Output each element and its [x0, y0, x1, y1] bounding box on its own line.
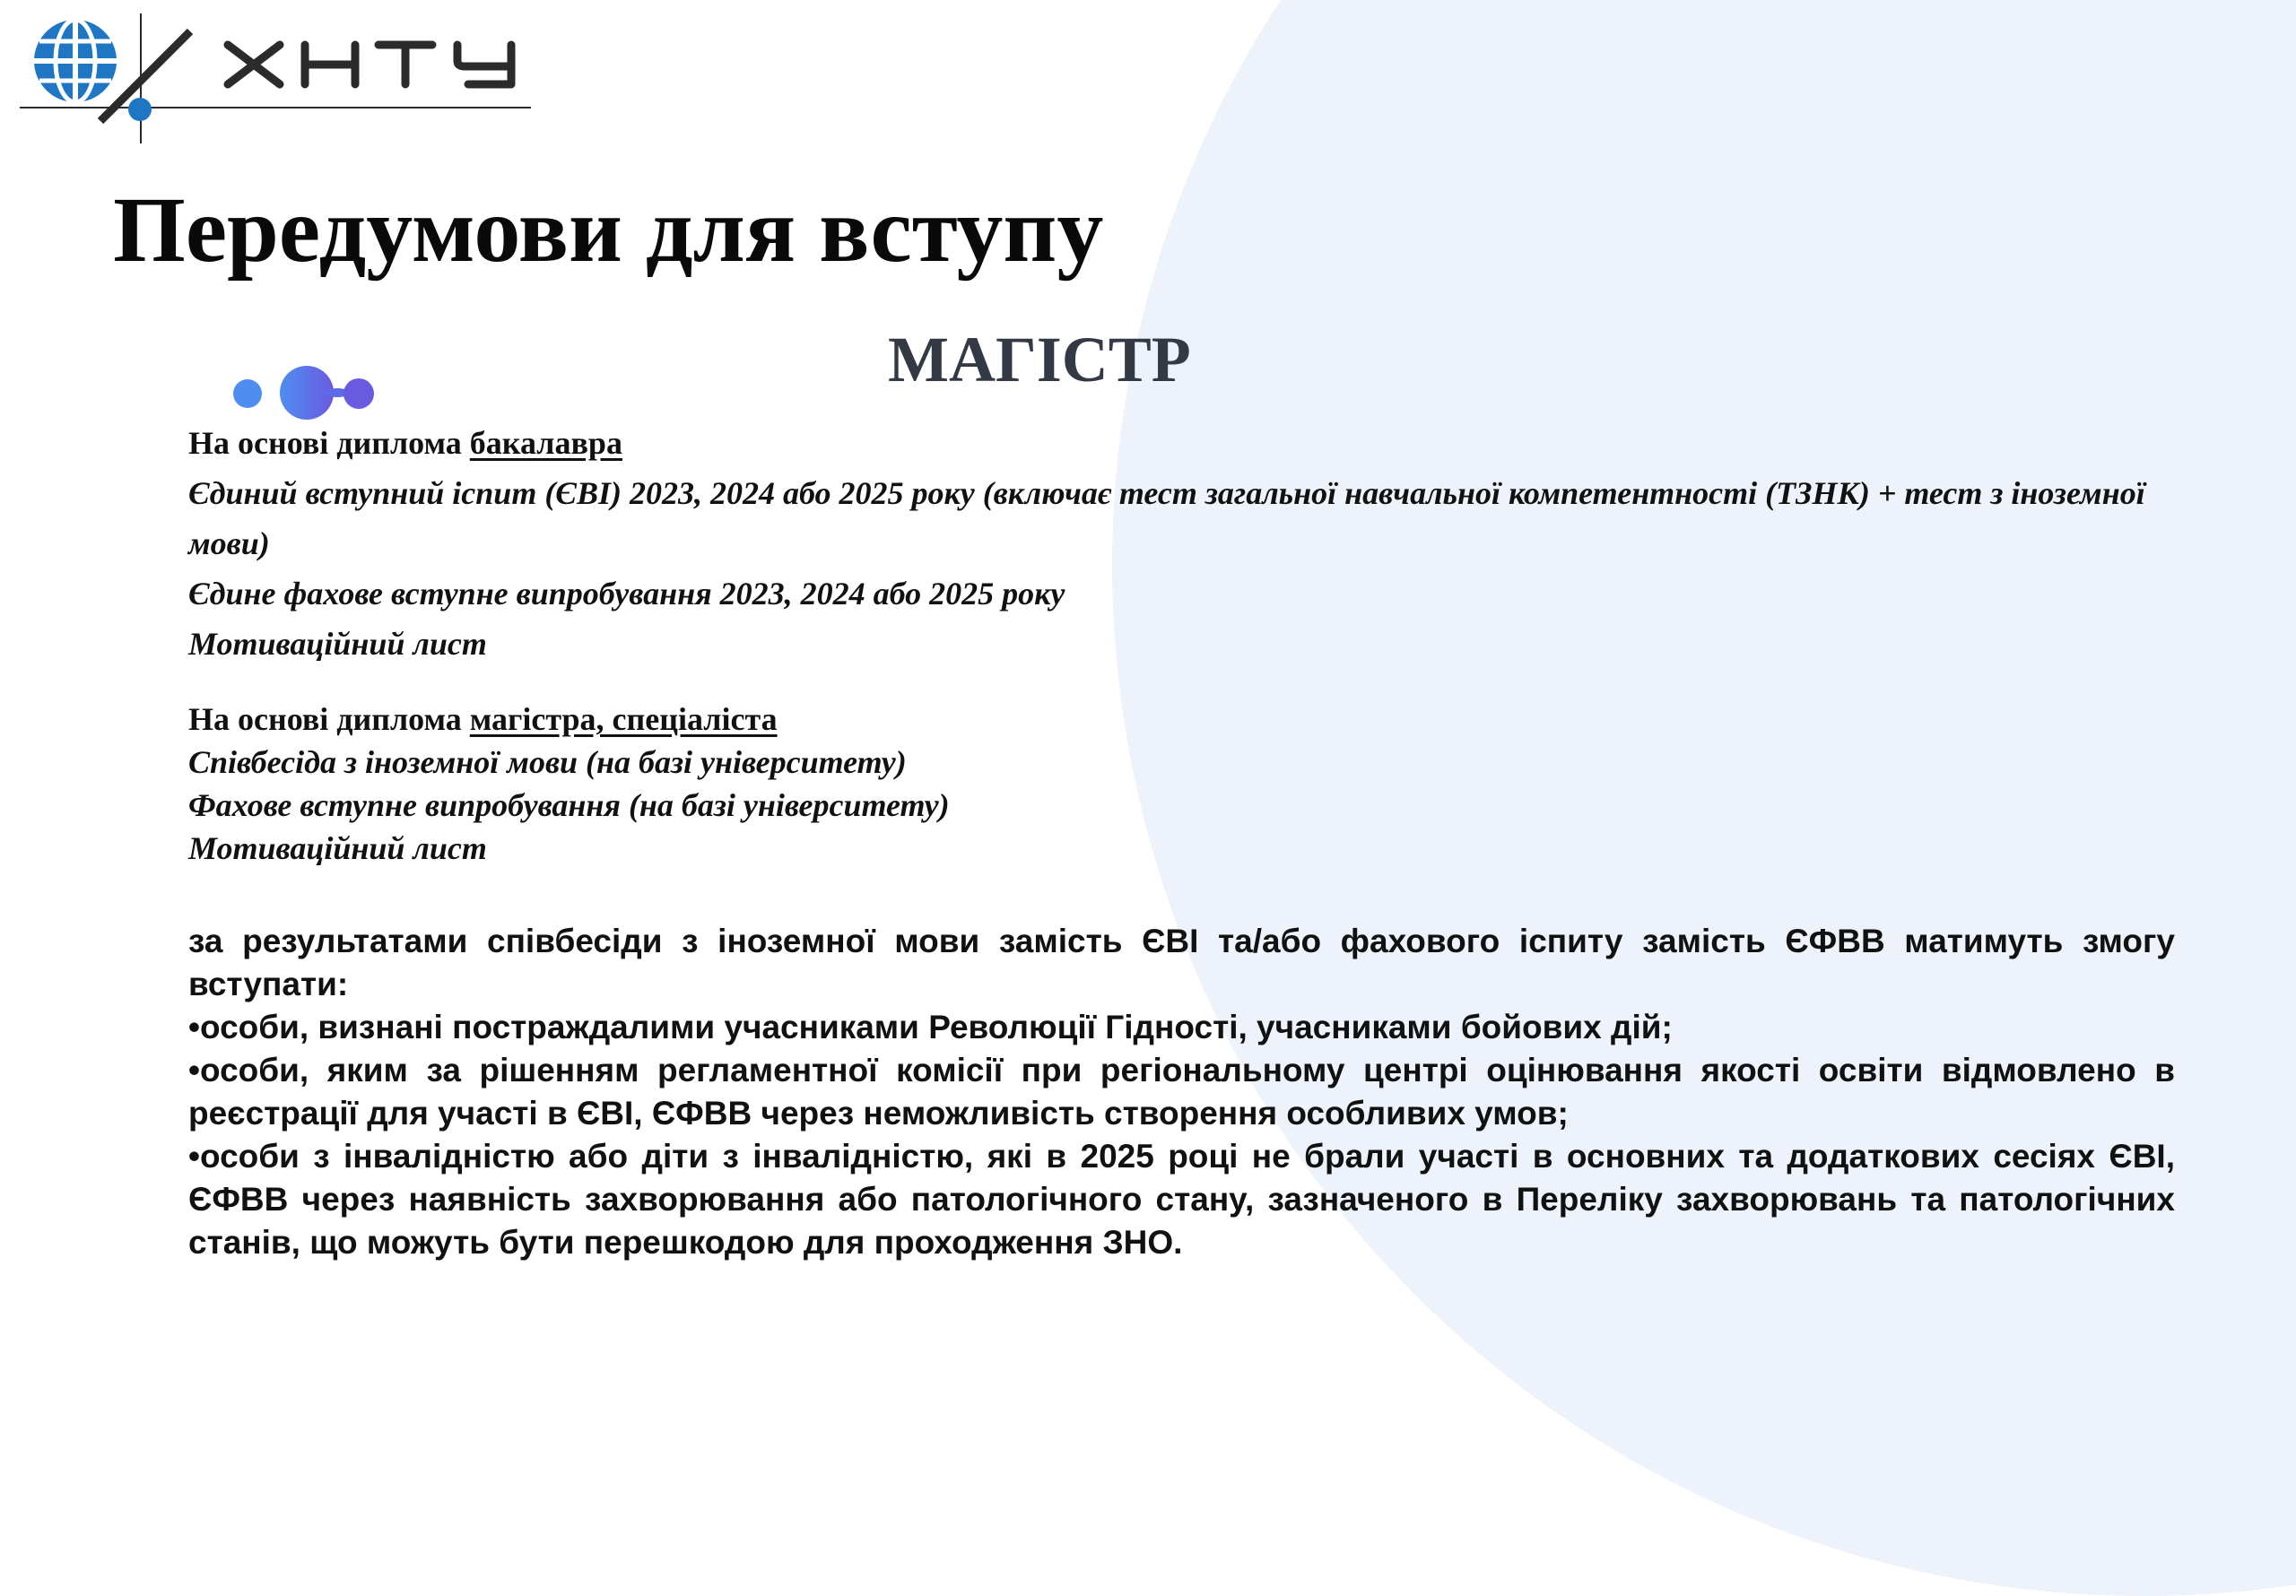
- notes-bullet: •особи з інвалідністю або діти з інвалідністю, які в 2025 році не брали участі в основних та додаткових сесіях ЄВІ, ЄФВВ через наявність захворювання або патологічного стану, зазначеного в Переліку захворювань та патологічних станів, що можуть бути перешкодою для проходження ЗНО.: [188, 1138, 2175, 1261]
- requirement-item: Єдине фахове вступне випробування 2023, 2024 або 2025 року: [188, 576, 1065, 612]
- master-requirements: [188, 698, 2175, 870]
- requirement-item: Мотиваційний лист: [188, 626, 487, 662]
- notes-bullet: •особи, визнані постраждалими учасниками Революції Гідності, учасниками бойових дій;: [188, 1009, 1673, 1045]
- requirement-item: Мотиваційний лист: [188, 830, 487, 866]
- bachelor-requirements: [188, 418, 2175, 669]
- notes-bullet: •особи, яким за рішенням регламентної комісії при регіональному центрі оцінювання якості освіти відмовлено в реєстрації для участі в ЄВІ, ЄФВВ через неможливість створення особливих умов;: [188, 1052, 2175, 1132]
- master-heading: [188, 698, 2175, 741]
- requirement-item: Співбесіда з іноземної мови (на базі університету): [188, 744, 907, 780]
- section-title: МАГІСТР: [888, 324, 1191, 395]
- requirement-item: Єдиний вступний іспит (ЄВІ) 2023, 2024 або 2025 року (включає тест загальної навчальної компетентності (ТЗНК) + тест з іноземної мови): [188, 475, 2145, 561]
- globe-icon: [34, 20, 117, 102]
- heading-prefix: На основі диплома: [188, 425, 462, 461]
- requirement-item: Фахове вступне випробування (на базі університету): [188, 787, 950, 823]
- bachelor-heading: [188, 418, 2175, 468]
- university-logo: [20, 9, 540, 152]
- logo-lettering: [228, 45, 511, 84]
- notes-intro: за результатами співбесіди з іноземної мови замість ЄВІ та/або фахового іспиту замість ЄФВВ матимуть змогу вступати:: [188, 923, 2175, 1002]
- special-conditions-notes: [188, 920, 2175, 1264]
- degree-bachelor-label: бакалавра: [469, 425, 622, 461]
- degree-master-label: магістра, спеціаліста: [469, 701, 778, 737]
- page-title: Передумови для вступу: [113, 178, 1104, 282]
- heading-prefix: На основі диплома: [188, 701, 462, 737]
- decorative-dots-icon: [231, 362, 384, 425]
